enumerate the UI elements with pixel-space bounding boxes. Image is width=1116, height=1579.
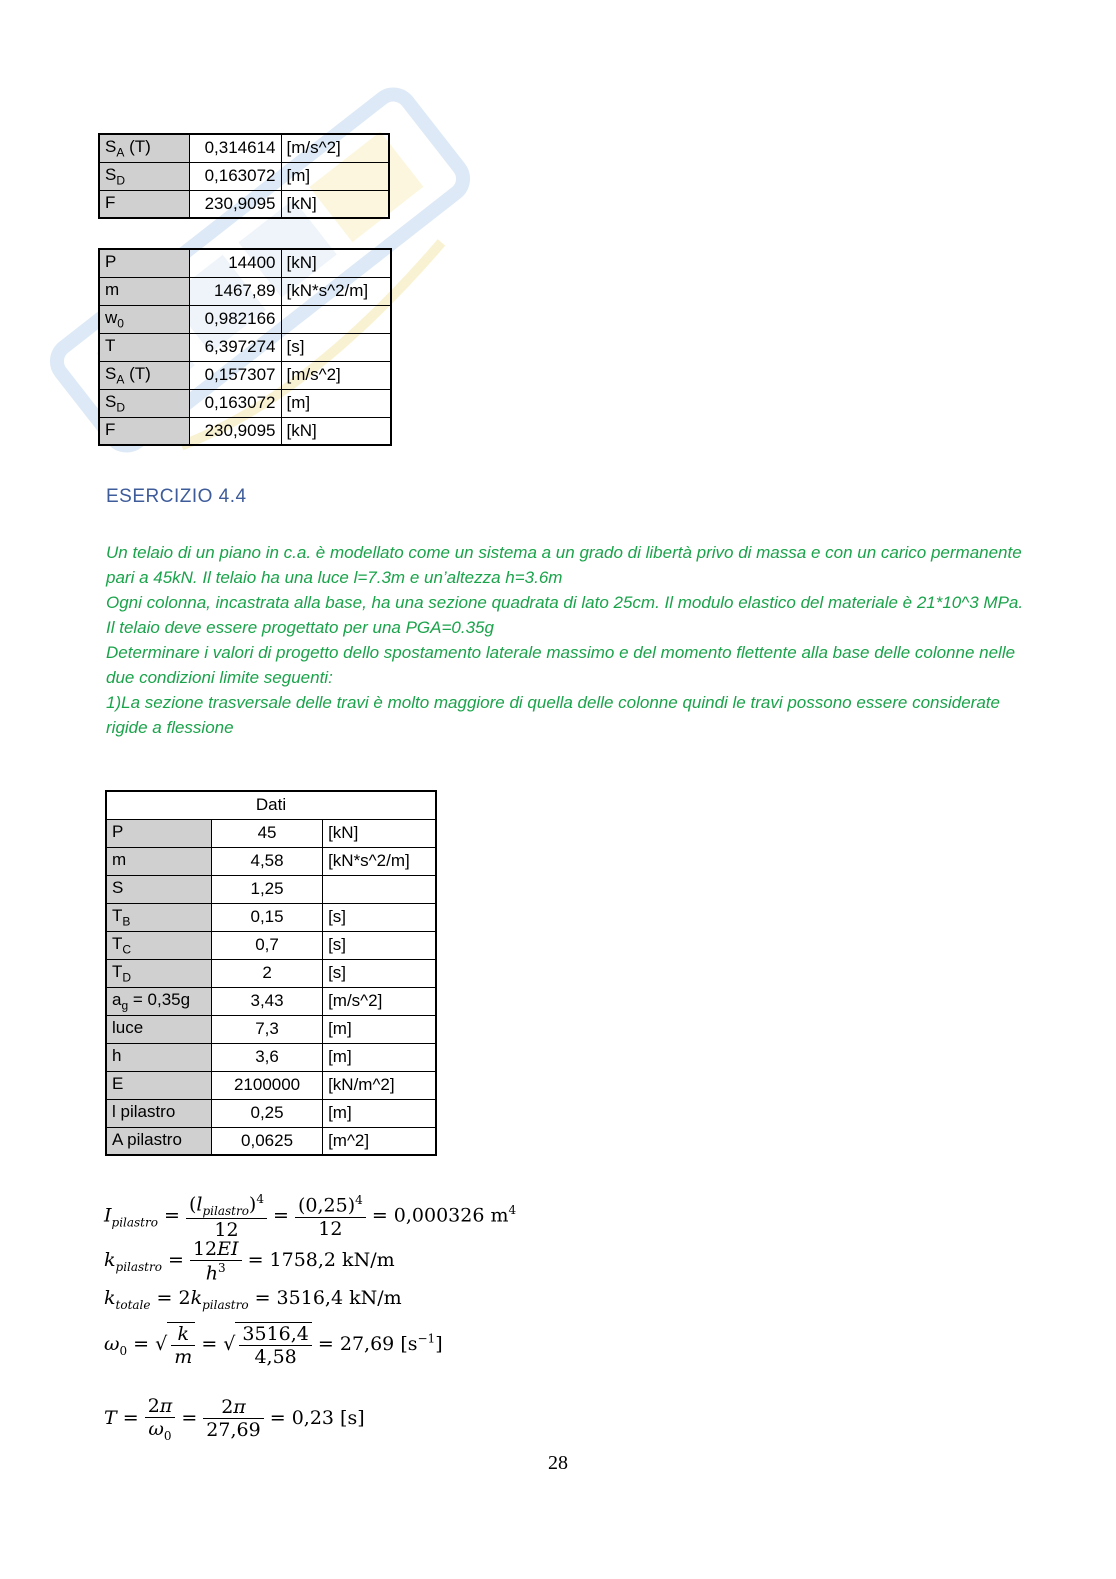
row-label: F [99,190,189,218]
formula-period: T = $\frac{2\pi}{\omega_0}$ = $\frac{2\pi}{27,69}$ = 0,23 [s] [104,1395,365,1443]
row-value: 0,157307 [189,361,281,389]
row-label: A pilastro [106,1127,212,1155]
row-label: P [106,819,212,847]
row-label: $S_A$ (T) [99,134,189,162]
row-value: 3,43 [212,987,323,1015]
table-row [106,847,436,875]
row-value: 7,3 [212,1015,323,1043]
row-label: $a_g = 0,35g$ [106,987,212,1015]
row-label: $w_0$ [99,305,189,333]
row-label: S [106,875,212,903]
row-label: P [99,249,189,277]
row-unit: [kN] [323,819,436,847]
row-unit: [kN] [281,417,391,445]
dati-table [105,790,437,1156]
row-unit: [s] [323,903,436,931]
row-unit: [s] [323,959,436,987]
table-row [99,305,391,333]
table-row [106,1043,436,1071]
row-value: 0,7 [212,931,323,959]
row-label: $T_B$ [106,903,212,931]
row-unit: [m] [323,1043,436,1071]
problem-line: Un telaio di un piano in c.a. è modellato come un sistema a un grado di libertà privo di massa e con un carico permanente pari a 45kN. Il telaio ha una luce l=7.3m e un’altezza h=3.6m [106,543,1022,587]
i-pilastro-result: = 0,000326 m [371,1204,509,1227]
row-label: l pilastro [106,1099,212,1127]
row-unit: [kN*s^2/m] [281,277,391,305]
row-label: $S_D$ [99,389,189,417]
dati-title: Dati [106,791,436,819]
row-unit: [m/s^2] [323,987,436,1015]
table-row [99,333,391,361]
problem-line: Il telaio deve essere progettato per una PGA=0.35g [106,618,494,637]
row-unit: [m^2] [323,1127,436,1155]
formula-k-pilastro: $k_{pilastro}$ = $\frac{12EI}{h^3}$ = 1758,2 kN/m [104,1238,395,1285]
table-row [106,987,436,1015]
row-label: $S_A$ (T) [99,361,189,389]
exercise-heading: ESERCIZIO 4.4 [106,486,247,507]
row-label: m [106,847,212,875]
table-row [106,1015,436,1043]
table-row [106,1127,436,1155]
row-label: $T_C$ [106,931,212,959]
problem-statement [106,540,1026,740]
row-value: 0,0625 [212,1127,323,1155]
row-label: luce [106,1015,212,1043]
table-row [99,277,391,305]
row-value: 0,15 [212,903,323,931]
row-value: 0,982166 [189,305,281,333]
row-value: 6,397274 [189,333,281,361]
row-value: 4,58 [212,847,323,875]
problem-line: Ogni colonna, incastrata alla base, ha una sezione quadrata di lato 25cm. Il modulo elastico del materiale è 21*10^3 MPa. [106,593,1024,612]
dati-title-row [106,791,436,819]
table-row [99,190,389,218]
row-value: 45 [212,819,323,847]
table-row [99,249,391,277]
row-unit: [s] [323,931,436,959]
k-totale-result: = 3516,4 kN/m [254,1287,402,1309]
row-value: 0,163072 [189,389,281,417]
row-unit: [kN*s^2/m] [323,847,436,875]
row-unit: [m] [323,1099,436,1127]
t-result: = 0,23 [s] [269,1406,365,1429]
table-row [106,1099,436,1127]
omega-result: = 27,69 [s [317,1333,418,1355]
row-unit: [m/s^2] [281,361,391,389]
row-unit [323,875,436,903]
formula-omega: $\omega_0$ = √ $\frac{k}{m}$ = √ $\frac{3516,4}{4,58}$ = 27,69 $[s^{-1}]$ [104,1323,443,1368]
spectral-table-1 [98,133,390,219]
row-label: F [99,417,189,445]
row-value: 14400 [189,249,281,277]
row-value: 0,163072 [189,162,281,190]
row-value: 230,9095 [189,190,281,218]
row-value: 230,9095 [189,417,281,445]
i-base: (0,25) [297,1194,356,1217]
row-value: 1467,89 [189,277,281,305]
row-unit: [s] [281,333,391,361]
row-unit: [kN] [281,249,391,277]
row-unit: [m] [281,389,391,417]
table-row [106,959,436,987]
table-row [106,903,436,931]
row-value: 0,314614 [189,134,281,162]
problem-line: Determinare i valori di progetto dello spostamento laterale massimo e del momento flettente alla base delle colonne nelle due condizioni limite seguenti: [106,643,1016,687]
table-row [99,389,391,417]
table-row [99,162,389,190]
row-value: 1,25 [212,875,323,903]
k-pilastro-result: = 1758,2 kN/m [247,1249,395,1272]
formula-i-pilastro: $I_{pilastro}$ = $\frac{(l_{pilastro})^4}{12}$ = $\frac{(0,25)^4}{12}$ = 0,000326 $m^4$ [104,1192,517,1242]
t-den: 27,69 [206,1419,261,1442]
table-row [99,134,389,162]
row-value: 2100000 [212,1071,323,1099]
row-label: h [106,1043,212,1071]
spectral-table-2 [98,248,392,446]
table-row [106,931,436,959]
row-unit: [m] [323,1015,436,1043]
row-label: $T_D$ [106,959,212,987]
row-label: m [99,277,189,305]
row-label: E [106,1071,212,1099]
formula-k-totale: $k_{totale} = 2k_{pilastro} = 3516,4$ kN/m [104,1287,402,1312]
table-row [99,361,391,389]
row-label: T [99,333,189,361]
row-unit [281,305,391,333]
row-unit: [kN] [281,190,389,218]
problem-line: 1)La sezione trasversale delle travi è molto maggiore di quella delle colonne quindi le travi possono essere considerate rigide a flessione [106,693,1000,737]
row-label: $S_D$ [99,162,189,190]
table-row [106,819,436,847]
row-value: 3,6 [212,1043,323,1071]
table-row [99,417,391,445]
row-value: 2 [212,959,323,987]
row-unit: [kN/m^2] [323,1071,436,1099]
table-row [106,875,436,903]
row-unit: [m] [281,162,389,190]
table-row [106,1071,436,1099]
page-number: 28 [548,1452,568,1474]
row-unit: [m/s^2] [281,134,389,162]
omega-num: 3516,4 [239,1323,311,1346]
row-value: 0,25 [212,1099,323,1127]
omega-den: 4,58 [254,1346,297,1368]
